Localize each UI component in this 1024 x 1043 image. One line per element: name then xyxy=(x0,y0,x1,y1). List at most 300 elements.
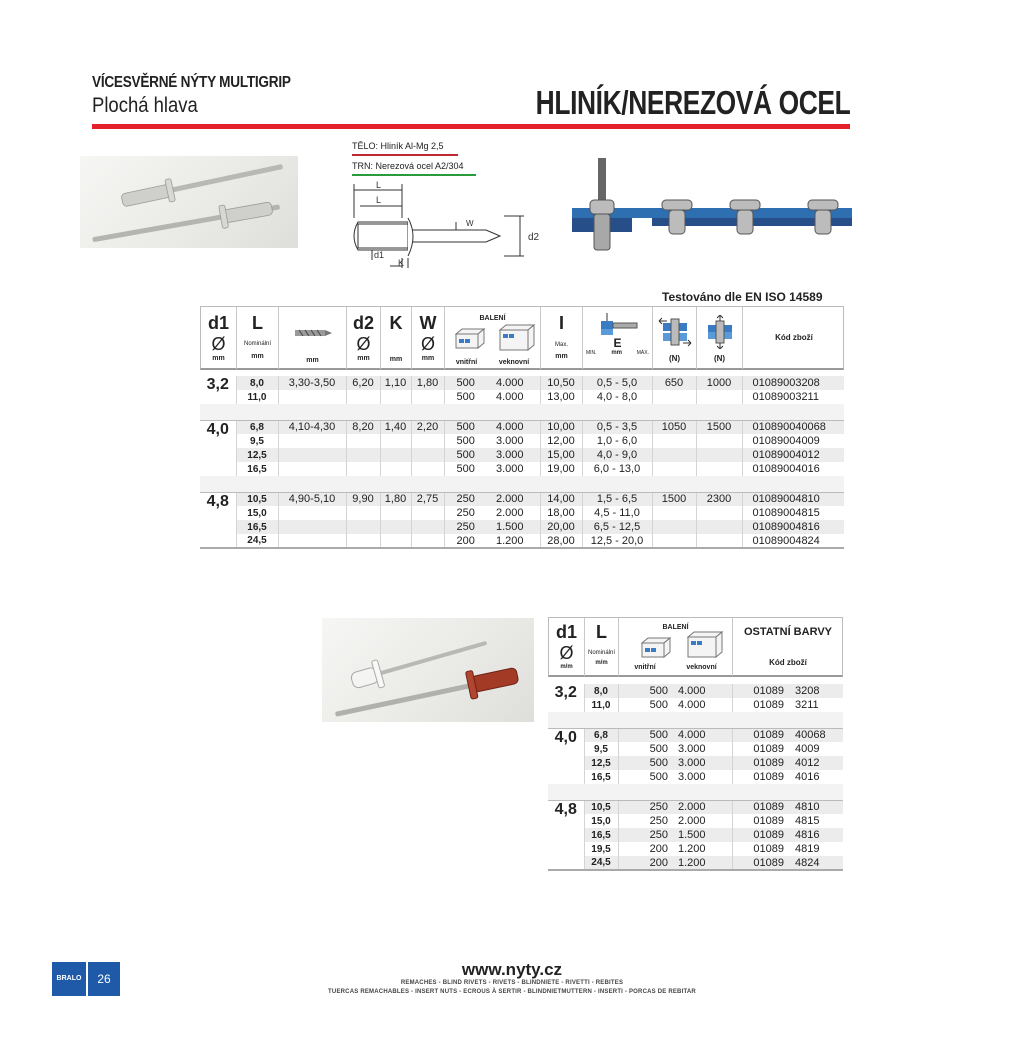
dim-W: W xyxy=(466,219,474,228)
i-value: 13,00 xyxy=(540,390,582,404)
mandrel-material: TRN: Nerezová ocel A2/304 xyxy=(352,161,464,171)
code-label: Kód zboží xyxy=(775,333,813,342)
table-row xyxy=(548,856,843,870)
table-row xyxy=(200,376,844,390)
group-spacer xyxy=(548,784,843,800)
t2-col-packing xyxy=(619,618,733,676)
i-value: 20,00 xyxy=(540,520,582,534)
length-value: 24,5 xyxy=(236,534,278,548)
product-code-suffix: 4819 xyxy=(795,843,820,855)
inner-pack-value: 200 xyxy=(456,534,475,547)
diameter-symbol: Ø xyxy=(559,643,574,663)
col-L-label: L xyxy=(252,313,263,333)
series-title: VÍCESVĚRNÉ NÝTY MULTIGRIP xyxy=(92,74,291,91)
packing-label: BALENÍ xyxy=(479,315,506,322)
max-label: MÁX. xyxy=(636,350,649,356)
body-material-underline xyxy=(352,154,458,156)
product-categories-line2: TUERCAS REMACHABLES - INSERT NUTS - ECROUS À SERTIR - BLINDNIETMUTTERN - INSERTI - PORCAS DE REBITAR xyxy=(328,989,696,995)
spacer-cell xyxy=(200,404,844,420)
product-code: 01089004810 xyxy=(752,493,820,506)
t2-col-d1 xyxy=(549,618,585,676)
shear-value xyxy=(652,448,696,462)
product-photo-colored-rivets xyxy=(322,618,534,722)
min-label: MIN. xyxy=(586,350,597,356)
t2-col-L-label: L xyxy=(596,622,607,642)
inner-pack-value: 250 xyxy=(649,829,668,841)
outer-pack-value: 4.000 xyxy=(492,390,540,404)
table-end-cell xyxy=(200,548,844,550)
diameter-symbol: Ø xyxy=(211,334,226,354)
body-material: TĚLO: Hliník Al-Mg 2,5 xyxy=(352,141,444,151)
product-code-suffix: 40068 xyxy=(795,729,826,742)
colors-table-body xyxy=(548,684,843,872)
diameter-value: 4,8 xyxy=(548,800,584,870)
w-value: 2,20 xyxy=(411,420,444,434)
dim-d2: d2 xyxy=(528,232,540,243)
product-code-prefix: 01089 xyxy=(753,856,784,869)
outer-pack-value: 4.000 xyxy=(492,420,540,434)
material-title: HLINÍK/NEREZOVÁ OCEL xyxy=(535,84,850,121)
w-value: 1,80 xyxy=(411,376,444,390)
inner-label: vnitřní xyxy=(455,359,478,366)
unit-label: m/m xyxy=(595,660,608,666)
drill-value xyxy=(278,434,346,448)
product-code-suffix: 4810 xyxy=(795,801,820,814)
tensile-value xyxy=(696,462,742,476)
product-code: 01089004824 xyxy=(752,534,820,547)
e-unit-label: mm xyxy=(611,350,622,356)
grip-range-value: 0,5 - 5,0 xyxy=(582,376,652,390)
shear-value xyxy=(652,506,696,520)
length-value: 12,5 xyxy=(236,448,278,462)
product-code-prefix: 01089 xyxy=(753,729,784,742)
product-categories-line1: REMACHES - BLIND RIVETS - RIVETS - BLINDNIETE - RIVETTI - REBITES xyxy=(400,980,624,986)
i-value: 18,00 xyxy=(540,506,582,520)
length-value: 8,0 xyxy=(236,376,278,390)
table-row xyxy=(200,390,844,404)
product-code-suffix: 4009 xyxy=(795,743,820,755)
product-code-prefix: 01089 xyxy=(753,699,784,711)
inner-pack-value: 500 xyxy=(456,435,475,447)
drill-value xyxy=(278,520,346,534)
drill-value xyxy=(278,390,346,404)
inner-pack-value: 500 xyxy=(456,391,475,403)
tensile-value xyxy=(696,448,742,462)
tensile-value xyxy=(696,434,742,448)
product-code: 01089004016 xyxy=(752,463,820,475)
col-I xyxy=(541,307,583,369)
d2-value: 6,20 xyxy=(346,376,380,390)
length-value: 16,5 xyxy=(236,520,278,534)
col-W-label: W xyxy=(419,313,437,333)
dim-d1: d1 xyxy=(374,250,385,260)
rivet-technical-drawing xyxy=(346,178,546,270)
k-value xyxy=(380,448,411,462)
grip-range-value: 1,0 - 6,0 xyxy=(582,434,652,448)
outer-pack-value: 3.000 xyxy=(492,434,540,448)
tensile-value: 1000 xyxy=(696,376,742,390)
d2-value xyxy=(346,434,380,448)
grip-range-value: 4,0 - 8,0 xyxy=(582,390,652,404)
product-code-prefix: 01089 xyxy=(753,815,784,827)
outer-pack-value: 3.000 xyxy=(492,448,540,462)
tensile-unit: (N) xyxy=(713,354,726,363)
product-code: 01089004012 xyxy=(752,449,820,461)
shear-value xyxy=(652,534,696,548)
spacer-cell xyxy=(548,784,843,800)
length-value: 9,5 xyxy=(236,434,278,448)
grip-range-value: 1,5 - 6,5 xyxy=(582,492,652,506)
length-value: 11,0 xyxy=(584,698,618,712)
tensile-value xyxy=(696,520,742,534)
drill-value: 4,10-4,30 xyxy=(278,420,346,434)
unit-label: mm xyxy=(212,355,225,362)
drill-value: 4,90-5,10 xyxy=(278,492,346,506)
tensile-value: 1500 xyxy=(696,420,742,434)
website-link[interactable]: www.nyty.cz xyxy=(461,960,563,979)
length-value: 12,5 xyxy=(584,756,618,770)
page-number: 26 xyxy=(88,962,120,996)
head-type-subtitle: Plochá hlava xyxy=(92,94,198,117)
shear-value: 1050 xyxy=(652,420,696,434)
diameter-value: 3,2 xyxy=(548,684,584,712)
outer-pack-value: 1.500 xyxy=(674,828,732,842)
product-code-suffix: 4016 xyxy=(795,771,820,783)
w-value xyxy=(411,448,444,462)
k-value xyxy=(380,506,411,520)
i-value: 10,00 xyxy=(540,420,582,434)
d2-value: 9,90 xyxy=(346,492,380,506)
table-row xyxy=(200,534,844,548)
outer-pack-value: 2.000 xyxy=(674,800,732,814)
col-d2-label: d2 xyxy=(352,313,374,333)
length-value: 6,8 xyxy=(236,420,278,434)
installation-illustration xyxy=(572,152,852,268)
product-table-body xyxy=(200,376,844,550)
i-value: 15,00 xyxy=(540,448,582,462)
k-value: 1,80 xyxy=(380,492,411,506)
product-code: 01089004816 xyxy=(752,521,820,533)
d2-value xyxy=(346,506,380,520)
outer-label: veknovní xyxy=(686,664,717,671)
mandrel-material-underline xyxy=(352,174,476,176)
length-value: 19,5 xyxy=(584,842,618,856)
diameter-symbol: Ø xyxy=(420,334,435,354)
t2-code-label: Kód zboží xyxy=(769,658,807,667)
shear-value xyxy=(652,434,696,448)
length-value: 10,5 xyxy=(236,492,278,506)
col-d2 xyxy=(347,307,381,369)
col-d1 xyxy=(201,307,237,369)
inner-pack-value: 500 xyxy=(456,421,475,434)
group-spacer xyxy=(200,476,844,492)
table1-header xyxy=(200,306,844,370)
unit-label: mm xyxy=(421,355,435,362)
outer-pack-value: 1.500 xyxy=(492,520,540,534)
shear-unit: (N) xyxy=(668,354,681,363)
k-value xyxy=(380,390,411,404)
spacer-cell xyxy=(200,476,844,492)
drill-value: 3,30-3,50 xyxy=(278,376,346,390)
dim-L-top: L xyxy=(376,180,382,190)
shear-value: 1500 xyxy=(652,492,696,506)
unit-label: mm xyxy=(357,355,370,362)
testing-standard: Testováno dle EN ISO 14589 xyxy=(662,290,823,304)
product-code: 01089003208 xyxy=(752,377,820,389)
d2-value xyxy=(346,462,380,476)
length-value: 24,5 xyxy=(584,856,618,870)
length-value: 8,0 xyxy=(584,684,618,698)
table-row xyxy=(200,448,844,462)
unit-label: mm xyxy=(389,356,403,363)
diameter-value: 3,2 xyxy=(200,376,236,404)
drill-value xyxy=(278,448,346,462)
i-value: 10,50 xyxy=(540,376,582,390)
length-value: 15,0 xyxy=(584,814,618,828)
col-I-label: I xyxy=(558,313,564,333)
table-row xyxy=(548,728,843,742)
w-value xyxy=(411,506,444,520)
grip-range-value: 6,5 - 12,5 xyxy=(582,520,652,534)
grip-range-icon xyxy=(593,311,643,337)
length-value: 9,5 xyxy=(584,742,618,756)
inner-pack-value: 500 xyxy=(649,685,668,697)
product-code: 01089004815 xyxy=(752,507,820,519)
table-row xyxy=(548,698,843,712)
outer-pack-value: 1.200 xyxy=(492,534,540,548)
w-value xyxy=(411,520,444,534)
table-row xyxy=(548,800,843,814)
inner-pack-value: 500 xyxy=(649,771,668,783)
outer-pack-value: 4.000 xyxy=(492,376,540,390)
inner-pack-value: 250 xyxy=(456,507,475,519)
outer-pack-value: 4.000 xyxy=(674,698,732,712)
table-row xyxy=(548,756,843,770)
product-code-suffix: 4816 xyxy=(795,829,820,841)
col-shear xyxy=(653,307,697,369)
group-spacer xyxy=(548,712,843,728)
inner-pack-value: 500 xyxy=(649,699,668,711)
outer-pack-value: 4.000 xyxy=(674,684,732,698)
unit-label: mm xyxy=(555,353,568,360)
col-packing xyxy=(445,307,541,369)
shear-value xyxy=(652,462,696,476)
i-value: 28,00 xyxy=(540,534,582,548)
max-label: Max. xyxy=(554,342,568,348)
bralo-logo: BRALO xyxy=(52,962,86,996)
outer-pack-value: 3.000 xyxy=(674,756,732,770)
w-value xyxy=(411,534,444,548)
w-value: 2,75 xyxy=(411,492,444,506)
k-value: 1,10 xyxy=(380,376,411,390)
t2-col-L xyxy=(585,618,619,676)
table-end xyxy=(200,548,844,550)
table-row xyxy=(548,684,843,698)
t2-col-d1-label: d1 xyxy=(555,622,577,642)
inner-pack-value: 200 xyxy=(649,843,668,855)
length-value: 10,5 xyxy=(584,800,618,814)
unit-label: m/m xyxy=(560,664,573,670)
tensile-value xyxy=(696,390,742,404)
table-row xyxy=(200,492,844,506)
tensile-force-icon xyxy=(702,315,738,349)
shear-value xyxy=(652,390,696,404)
product-code-prefix: 01089 xyxy=(753,757,784,769)
product-code-suffix: 3211 xyxy=(795,699,819,711)
col-d1-label: d1 xyxy=(207,313,229,333)
drill-value xyxy=(278,462,346,476)
packing-label: BALENÍ xyxy=(662,624,689,631)
product-code: 01089003211 xyxy=(752,391,819,403)
table-row xyxy=(548,742,843,756)
colored-rivet-illustration xyxy=(322,618,534,722)
grip-range-value: 0,5 - 3,5 xyxy=(582,420,652,434)
col-tensile xyxy=(697,307,743,369)
table-end xyxy=(548,870,843,872)
length-value: 6,8 xyxy=(584,728,618,742)
grip-range-value: 4,5 - 11,0 xyxy=(582,506,652,520)
product-code-suffix: 3208 xyxy=(795,685,820,697)
k-value xyxy=(380,434,411,448)
group-spacer xyxy=(200,404,844,420)
grip-range-value: 12,5 - 20,0 xyxy=(582,534,652,548)
shear-value: 650 xyxy=(652,376,696,390)
col-drill xyxy=(279,307,347,369)
d2-value xyxy=(346,534,380,548)
col-E xyxy=(583,307,653,369)
drill-bit-icon xyxy=(293,325,333,341)
length-value: 16,5 xyxy=(584,770,618,784)
box-icons xyxy=(448,324,538,352)
inner-pack-value: 200 xyxy=(649,856,668,869)
unit-label: mm xyxy=(306,357,319,364)
other-colors-label: OSTATNÍ BARVY xyxy=(743,626,832,638)
inner-pack-value: 250 xyxy=(456,493,475,506)
product-photo-rivets xyxy=(80,156,298,248)
i-value: 19,00 xyxy=(540,462,582,476)
table-row xyxy=(548,828,843,842)
product-code-prefix: 01089 xyxy=(753,829,784,841)
inner-pack-value: 500 xyxy=(649,729,668,742)
product-code-prefix: 01089 xyxy=(753,801,784,814)
diameter-value: 4,0 xyxy=(548,728,584,784)
shear-value xyxy=(652,520,696,534)
nominal-label: Nominální xyxy=(587,650,615,656)
table-end-cell xyxy=(548,870,843,872)
length-value: 11,0 xyxy=(236,390,278,404)
outer-pack-value: 3.000 xyxy=(674,742,732,756)
tensile-value: 2300 xyxy=(696,492,742,506)
outer-pack-value: 2.000 xyxy=(492,492,540,506)
inner-pack-value: 500 xyxy=(456,377,475,389)
unit-label: mm xyxy=(251,353,264,360)
k-value xyxy=(380,462,411,476)
shear-force-icon xyxy=(657,315,693,349)
k-value: 1,40 xyxy=(380,420,411,434)
outer-pack-value: 2.000 xyxy=(492,506,540,520)
box-icons xyxy=(626,631,726,659)
diameter-value: 4,8 xyxy=(200,492,236,548)
dim-K: K xyxy=(398,258,405,268)
col-K-label: K xyxy=(389,313,403,333)
d2-value xyxy=(346,390,380,404)
diameter-value: 4,0 xyxy=(200,420,236,476)
product-code: 010890040068 xyxy=(752,421,826,434)
table-row xyxy=(200,520,844,534)
d2-value xyxy=(346,520,380,534)
product-code: 01089004009 xyxy=(752,435,820,447)
outer-pack-value: 1.200 xyxy=(674,856,732,870)
product-code-suffix: 4815 xyxy=(795,815,820,827)
k-value xyxy=(380,534,411,548)
length-value: 15,0 xyxy=(236,506,278,520)
col-K xyxy=(381,307,412,369)
product-code-suffix: 4824 xyxy=(795,856,820,869)
table-row xyxy=(200,462,844,476)
inner-pack-value: 500 xyxy=(649,757,668,769)
grip-range-value: 4,0 - 9,0 xyxy=(582,448,652,462)
product-code-prefix: 01089 xyxy=(753,743,784,755)
col-E-label: E xyxy=(613,336,622,350)
w-value xyxy=(411,462,444,476)
tensile-value xyxy=(696,534,742,548)
product-code-suffix: 4012 xyxy=(795,757,820,769)
table-row xyxy=(548,842,843,856)
product-code-prefix: 01089 xyxy=(753,843,784,855)
length-value: 16,5 xyxy=(584,828,618,842)
spacer-cell xyxy=(548,712,843,728)
inner-pack-value: 500 xyxy=(456,449,475,461)
i-value: 14,00 xyxy=(540,492,582,506)
inner-label: vnitřní xyxy=(634,664,656,671)
grip-range-value: 6,0 - 13,0 xyxy=(582,462,652,476)
col-W xyxy=(412,307,445,369)
outer-pack-value: 2.000 xyxy=(674,814,732,828)
drill-value xyxy=(278,534,346,548)
k-value xyxy=(380,520,411,534)
outer-label: veknovní xyxy=(498,359,530,366)
outer-pack-value: 3.000 xyxy=(492,462,540,476)
col-L xyxy=(237,307,279,369)
inner-pack-value: 250 xyxy=(456,521,475,533)
w-value xyxy=(411,390,444,404)
table-row xyxy=(200,506,844,520)
d2-value xyxy=(346,448,380,462)
outer-pack-value: 3.000 xyxy=(674,770,732,784)
tensile-value xyxy=(696,506,742,520)
outer-pack-value: 1.200 xyxy=(674,842,732,856)
inner-pack-value: 250 xyxy=(649,815,668,827)
product-code-prefix: 01089 xyxy=(753,685,784,697)
i-value: 12,00 xyxy=(540,434,582,448)
diameter-symbol: Ø xyxy=(356,334,371,354)
table-row xyxy=(548,770,843,784)
table-row xyxy=(200,434,844,448)
length-value: 16,5 xyxy=(236,462,278,476)
product-code-prefix: 01089 xyxy=(753,771,784,783)
dim-L: L xyxy=(376,195,382,205)
drill-value xyxy=(278,506,346,520)
table2-header xyxy=(548,617,843,677)
outer-pack-value: 4.000 xyxy=(674,728,732,742)
d2-value: 8,20 xyxy=(346,420,380,434)
header-divider xyxy=(92,124,850,129)
table-row xyxy=(200,420,844,434)
rivet-photo-illustration xyxy=(80,156,298,248)
w-value xyxy=(411,434,444,448)
nominal-label: Nominální xyxy=(243,341,271,347)
table-row xyxy=(548,814,843,828)
